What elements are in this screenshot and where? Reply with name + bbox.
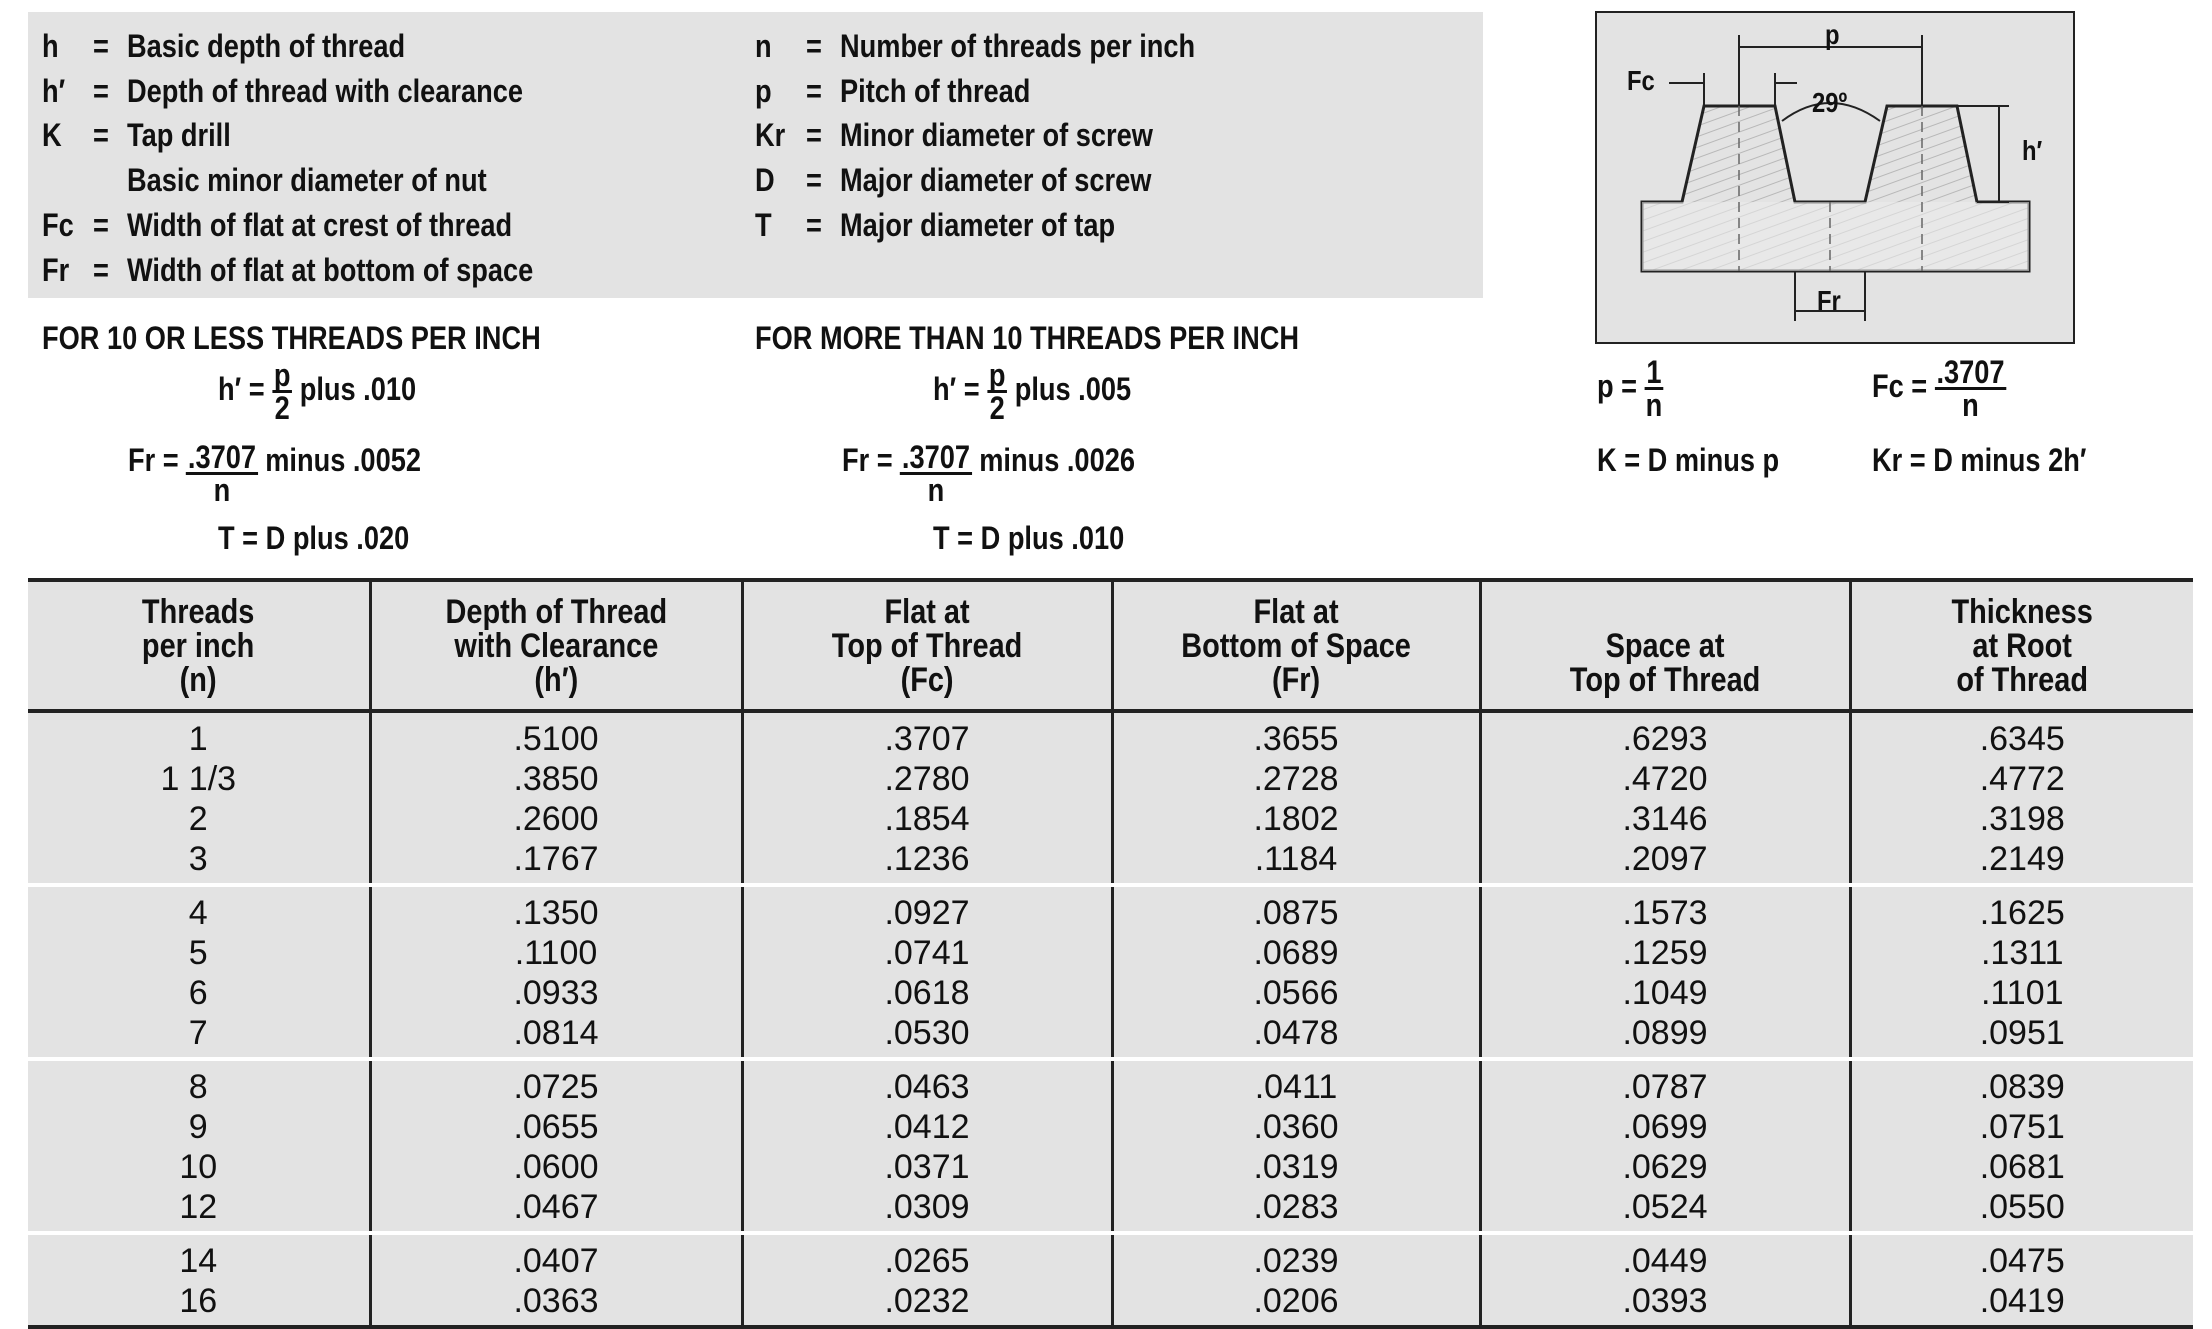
legend-description: Basic minor diameter of nut bbox=[127, 162, 487, 198]
table-cell bbox=[1850, 1059, 2193, 1233]
table-row-group bbox=[28, 1059, 2193, 1233]
table-value: .3198 bbox=[1979, 800, 2065, 838]
table-cell bbox=[1480, 711, 1850, 885]
table-value: .3146 bbox=[1622, 800, 1708, 838]
formula-fr-high-fraction bbox=[900, 439, 971, 508]
table-cell bbox=[1112, 1059, 1480, 1233]
diagram-label-fr: Fr bbox=[1817, 285, 1841, 316]
legend-description: Minor diameter of screw bbox=[840, 117, 1153, 153]
table-value: 4 bbox=[188, 894, 208, 932]
table-value: .0419 bbox=[1979, 1282, 2065, 1320]
table-value: 10 bbox=[179, 1148, 218, 1186]
column-header-line: Top of Thread bbox=[1569, 660, 1761, 699]
table-value: .4772 bbox=[1979, 760, 2065, 798]
legend-row bbox=[42, 207, 512, 243]
column-header-line: Depth of Thread bbox=[445, 592, 667, 631]
column-header bbox=[742, 580, 1112, 711]
formula-fr-high bbox=[842, 439, 1135, 508]
table-value: .1184 bbox=[1254, 840, 1338, 878]
column-header-line: Threads bbox=[142, 592, 255, 631]
table-value: .0478 bbox=[1253, 1014, 1339, 1052]
table-value: 12 bbox=[179, 1188, 218, 1226]
legend-description: Number of threads per inch bbox=[840, 28, 1196, 64]
table-value: 6 bbox=[188, 974, 208, 1012]
column-header-line: Top of Thread bbox=[831, 626, 1023, 665]
formula-h-low bbox=[218, 357, 417, 426]
table-value: .0407 bbox=[513, 1242, 599, 1280]
table-value: .0839 bbox=[1979, 1068, 2065, 1106]
legend-row bbox=[755, 28, 1195, 64]
formula-fc-lhs: Fc = bbox=[1872, 367, 1928, 404]
table-value: .0787 bbox=[1622, 1068, 1708, 1106]
column-header-line: per inch bbox=[142, 626, 255, 665]
formula-h-low-num: p bbox=[273, 357, 291, 393]
formula-h-high-lhs: h′ = bbox=[933, 370, 980, 407]
table-value: .0309 bbox=[884, 1188, 970, 1226]
legend-row bbox=[42, 28, 405, 64]
table-row-group bbox=[28, 711, 2193, 885]
legend-description: Pitch of thread bbox=[840, 73, 1031, 109]
column-header bbox=[370, 580, 742, 711]
table-value: .5100 bbox=[513, 720, 599, 758]
table-value: 5 bbox=[188, 934, 208, 972]
legend-row bbox=[42, 117, 231, 153]
table-cell bbox=[28, 711, 370, 885]
legend-equals: = bbox=[93, 252, 109, 288]
table-cell bbox=[742, 1233, 1112, 1327]
column-header-line: (Fc) bbox=[900, 660, 954, 699]
table-value: .0475 bbox=[1979, 1242, 2065, 1280]
table-value: 9 bbox=[188, 1108, 208, 1146]
legend-description: Depth of thread with clearance bbox=[127, 73, 523, 109]
table-value: .1767 bbox=[513, 840, 599, 878]
formula-p-lhs: p = bbox=[1597, 367, 1638, 404]
table-value: .0933 bbox=[513, 974, 599, 1012]
table-value: .1625 bbox=[1979, 894, 2065, 932]
table-value: .3707 bbox=[884, 720, 970, 758]
formula-p bbox=[1597, 354, 1663, 423]
diagram-label-h-prime: h′ bbox=[2022, 135, 2043, 166]
column-header-line: of Thread bbox=[1956, 660, 2089, 699]
table-cell bbox=[28, 1059, 370, 1233]
legend-row bbox=[755, 117, 1153, 153]
table-value: .3850 bbox=[513, 760, 599, 798]
legend-row bbox=[755, 207, 1115, 243]
legend-symbol: h bbox=[42, 28, 59, 64]
diagram-label-p: p bbox=[1825, 19, 1840, 50]
table-value: .3655 bbox=[1253, 720, 1339, 758]
formula-h-high bbox=[933, 357, 1132, 426]
table-value: .0463 bbox=[884, 1068, 970, 1106]
table-value: .0566 bbox=[1253, 974, 1339, 1012]
table-value: .2097 bbox=[1622, 840, 1708, 878]
legend-description: Major diameter of screw bbox=[840, 162, 1152, 198]
table-value: .0232 bbox=[884, 1282, 970, 1320]
table-value: .0449 bbox=[1622, 1242, 1708, 1280]
legend-row bbox=[42, 73, 523, 109]
formula-fr-high-rhs: minus .0026 bbox=[979, 442, 1135, 478]
table-value: .0283 bbox=[1253, 1188, 1339, 1226]
table-value: .0530 bbox=[884, 1014, 970, 1052]
column-header-line: (Fr) bbox=[1271, 660, 1321, 699]
table-value: .0725 bbox=[513, 1068, 599, 1106]
table-cell bbox=[1850, 885, 2193, 1059]
table-row-group bbox=[28, 885, 2193, 1059]
column-header-line: Thickness bbox=[1951, 592, 2093, 631]
formula-p-num: 1 bbox=[1646, 354, 1662, 390]
table-cell bbox=[742, 885, 1112, 1059]
table-header-row bbox=[28, 580, 2193, 711]
table-value: 7 bbox=[188, 1014, 208, 1052]
column-header-line: Bottom of Space bbox=[1181, 626, 1411, 665]
column-header-spacer bbox=[1570, 595, 1761, 629]
table-cell bbox=[742, 1059, 1112, 1233]
table-cell bbox=[1480, 885, 1850, 1059]
table-value: .0550 bbox=[1979, 1188, 2065, 1226]
table-value: .1236 bbox=[884, 840, 970, 878]
legend-equals: = bbox=[806, 73, 822, 109]
table-value: .1350 bbox=[513, 894, 599, 932]
legend-symbol: h′ bbox=[42, 73, 66, 109]
formula-fr-low bbox=[128, 439, 421, 508]
formula-fr-low-den: n bbox=[213, 472, 231, 508]
table-cell bbox=[742, 711, 1112, 885]
table-value: .2780 bbox=[884, 760, 970, 798]
column-header-line: with Clearance bbox=[453, 626, 658, 665]
legend-equals: = bbox=[93, 117, 109, 153]
table-value: .1854 bbox=[884, 800, 970, 838]
column-header-line: (n) bbox=[179, 660, 217, 699]
table-cell bbox=[370, 1059, 742, 1233]
table-value: .0951 bbox=[1979, 1014, 2065, 1052]
table-cell bbox=[1480, 1233, 1850, 1327]
column-header-text bbox=[1570, 595, 1761, 697]
formula-fr-low-rhs: minus .0052 bbox=[265, 442, 421, 478]
table-value: .0206 bbox=[1253, 1282, 1339, 1320]
table-value: .0467 bbox=[513, 1188, 599, 1226]
formula-h-high-num: p bbox=[988, 357, 1006, 393]
table-value: .1573 bbox=[1622, 894, 1708, 932]
formula-p-fraction bbox=[1645, 354, 1664, 423]
table-value: .2728 bbox=[1253, 760, 1339, 798]
column-header-line: Flat at bbox=[884, 592, 970, 631]
table-value: .0265 bbox=[884, 1242, 970, 1280]
formula-fc-fraction bbox=[1935, 354, 2006, 423]
formula-fr-low-lhs: Fr = bbox=[128, 442, 179, 478]
table-value: .0363 bbox=[513, 1282, 599, 1320]
table-value: .6293 bbox=[1622, 720, 1708, 758]
table-value: .6345 bbox=[1979, 720, 2065, 758]
column-header-text bbox=[445, 592, 667, 699]
table-row-group bbox=[28, 1233, 2193, 1327]
table-cell bbox=[1112, 711, 1480, 885]
formula-k: K = D minus p bbox=[1597, 442, 1780, 478]
legend-equals: = bbox=[806, 117, 822, 153]
legend-row bbox=[42, 162, 487, 198]
column-header bbox=[1850, 580, 2193, 711]
table-value: .1802 bbox=[1253, 800, 1339, 838]
table-value: 3 bbox=[188, 840, 208, 878]
table-value: .0618 bbox=[884, 974, 970, 1012]
table-cell bbox=[370, 711, 742, 885]
legend-symbol: D bbox=[755, 162, 775, 198]
table-value: .0360 bbox=[1253, 1108, 1339, 1146]
table-cell bbox=[1112, 885, 1480, 1059]
thread-dimension-table bbox=[28, 578, 2193, 1329]
legend-symbol: K bbox=[42, 117, 62, 153]
column-header-text bbox=[831, 592, 1023, 699]
table-value: .0699 bbox=[1622, 1108, 1708, 1146]
table-value: .0371 bbox=[884, 1148, 970, 1186]
formula-fr-high-den: n bbox=[927, 472, 945, 508]
legend-equals: = bbox=[806, 207, 822, 243]
formula-fr-high-lhs: Fr = bbox=[842, 442, 893, 478]
legend-description: Width of flat at crest of thread bbox=[127, 207, 513, 243]
table-value: .1101 bbox=[1980, 974, 2064, 1012]
formula-h-high-rhs: plus .005 bbox=[1014, 370, 1132, 407]
legend-symbol: T bbox=[755, 207, 772, 243]
table-value: .0927 bbox=[884, 894, 970, 932]
column-header-text bbox=[1951, 592, 2093, 699]
legend-equals: = bbox=[806, 28, 822, 64]
column-header-line: (h′) bbox=[534, 660, 578, 699]
thread-profile-diagram bbox=[1595, 11, 2075, 344]
table-cell bbox=[1480, 1059, 1850, 1233]
legend-equals: = bbox=[806, 162, 822, 198]
table-cell bbox=[370, 885, 742, 1059]
legend-equals: = bbox=[93, 207, 109, 243]
table-value: .2149 bbox=[1979, 840, 2065, 878]
formula-fc-num: .3707 bbox=[1936, 354, 2005, 390]
table-value: 14 bbox=[179, 1242, 218, 1280]
table-value: .0751 bbox=[1979, 1108, 2065, 1146]
table-value: .0899 bbox=[1622, 1014, 1708, 1052]
table-value: .0600 bbox=[513, 1148, 599, 1186]
table-value: 8 bbox=[188, 1068, 208, 1106]
table-value: .1049 bbox=[1622, 974, 1708, 1012]
table-value: .1259 bbox=[1622, 934, 1708, 972]
table-value: .0681 bbox=[1979, 1148, 2065, 1186]
table-value: .0655 bbox=[513, 1108, 599, 1146]
legend-symbol: Fr bbox=[42, 252, 70, 288]
table-value: .0814 bbox=[513, 1014, 599, 1052]
legend-equals: = bbox=[93, 28, 109, 64]
table-body bbox=[28, 711, 2193, 1327]
formula-fr-low-num: .3707 bbox=[187, 439, 256, 475]
formula-fr-high-num: .3707 bbox=[901, 439, 970, 475]
table-value: .0393 bbox=[1622, 1282, 1708, 1320]
formula-h-low-den: 2 bbox=[274, 390, 290, 426]
column-header bbox=[28, 580, 370, 711]
formula-h-low-lhs: h′ = bbox=[218, 370, 265, 407]
legend-symbol: Kr bbox=[755, 117, 786, 153]
table-cell bbox=[1850, 1233, 2193, 1327]
column-header-text bbox=[1181, 592, 1411, 699]
formula-t-low: T = D plus .020 bbox=[218, 520, 410, 556]
legend-description: Tap drill bbox=[127, 117, 231, 153]
table-cell bbox=[28, 1233, 370, 1327]
table-cell bbox=[370, 1233, 742, 1327]
table-cell bbox=[1850, 711, 2193, 885]
formula-p-den: n bbox=[1645, 387, 1663, 423]
legend-equals: = bbox=[93, 73, 109, 109]
heading-low-tpi: FOR 10 OR LESS THREADS PER INCH bbox=[42, 320, 541, 356]
formula-h-high-den: 2 bbox=[989, 390, 1005, 426]
formula-fc-den: n bbox=[1962, 387, 1979, 423]
legend-row bbox=[42, 252, 533, 288]
table-value: .0239 bbox=[1253, 1242, 1339, 1280]
diagram-label-angle: 29º bbox=[1812, 87, 1848, 118]
table-value: .0689 bbox=[1253, 934, 1339, 972]
table-cell bbox=[1112, 1233, 1480, 1327]
column-header bbox=[1112, 580, 1480, 711]
column-header-text bbox=[142, 592, 255, 699]
legend-description: Width of flat at bottom of space bbox=[127, 252, 534, 288]
formula-fr-low-fraction bbox=[186, 439, 257, 508]
formula-h-low-rhs: plus .010 bbox=[299, 370, 417, 407]
column-header-line: at Root bbox=[1972, 626, 2073, 665]
formula-h-low-fraction bbox=[272, 357, 292, 426]
table-value: .0412 bbox=[884, 1108, 970, 1146]
formula-h-high-fraction bbox=[987, 357, 1007, 426]
legend-symbol: p bbox=[755, 73, 772, 109]
table-value: .2600 bbox=[513, 800, 599, 838]
table-value: .0319 bbox=[1253, 1148, 1339, 1186]
formula-kr: Kr = D minus 2h′ bbox=[1872, 442, 2087, 478]
table-value: .0524 bbox=[1622, 1188, 1708, 1226]
formula-t-high: T = D plus .010 bbox=[933, 520, 1125, 556]
table-value: .1311 bbox=[1980, 934, 2064, 972]
table-value: .4720 bbox=[1622, 760, 1708, 798]
legend-row bbox=[755, 162, 1151, 198]
table-value: 1 bbox=[188, 720, 208, 758]
table-value: .0629 bbox=[1622, 1148, 1708, 1186]
legend-symbol: Fc bbox=[42, 207, 74, 243]
legend-row bbox=[755, 73, 1030, 109]
legend-symbol: n bbox=[755, 28, 772, 64]
diagram-label-fc: Fc bbox=[1627, 65, 1655, 96]
legend-description: Major diameter of tap bbox=[840, 207, 1116, 243]
table-value: 2 bbox=[188, 800, 208, 838]
table-value: 16 bbox=[179, 1282, 218, 1320]
column-header bbox=[1480, 580, 1850, 711]
table-value: .0875 bbox=[1253, 894, 1339, 932]
table-value: .1100 bbox=[514, 934, 598, 972]
formula-fc bbox=[1872, 354, 2006, 423]
heading-high-tpi: FOR MORE THAN 10 THREADS PER INCH bbox=[755, 320, 1300, 356]
table-value: .0741 bbox=[884, 934, 970, 972]
table-cell bbox=[28, 885, 370, 1059]
column-header-line: Space at bbox=[1605, 626, 1725, 665]
legend-description: Basic depth of thread bbox=[127, 28, 406, 64]
table-value: 1 1/3 bbox=[160, 760, 237, 798]
table-value: .0411 bbox=[1254, 1068, 1338, 1106]
column-header-line: Flat at bbox=[1253, 592, 1339, 631]
